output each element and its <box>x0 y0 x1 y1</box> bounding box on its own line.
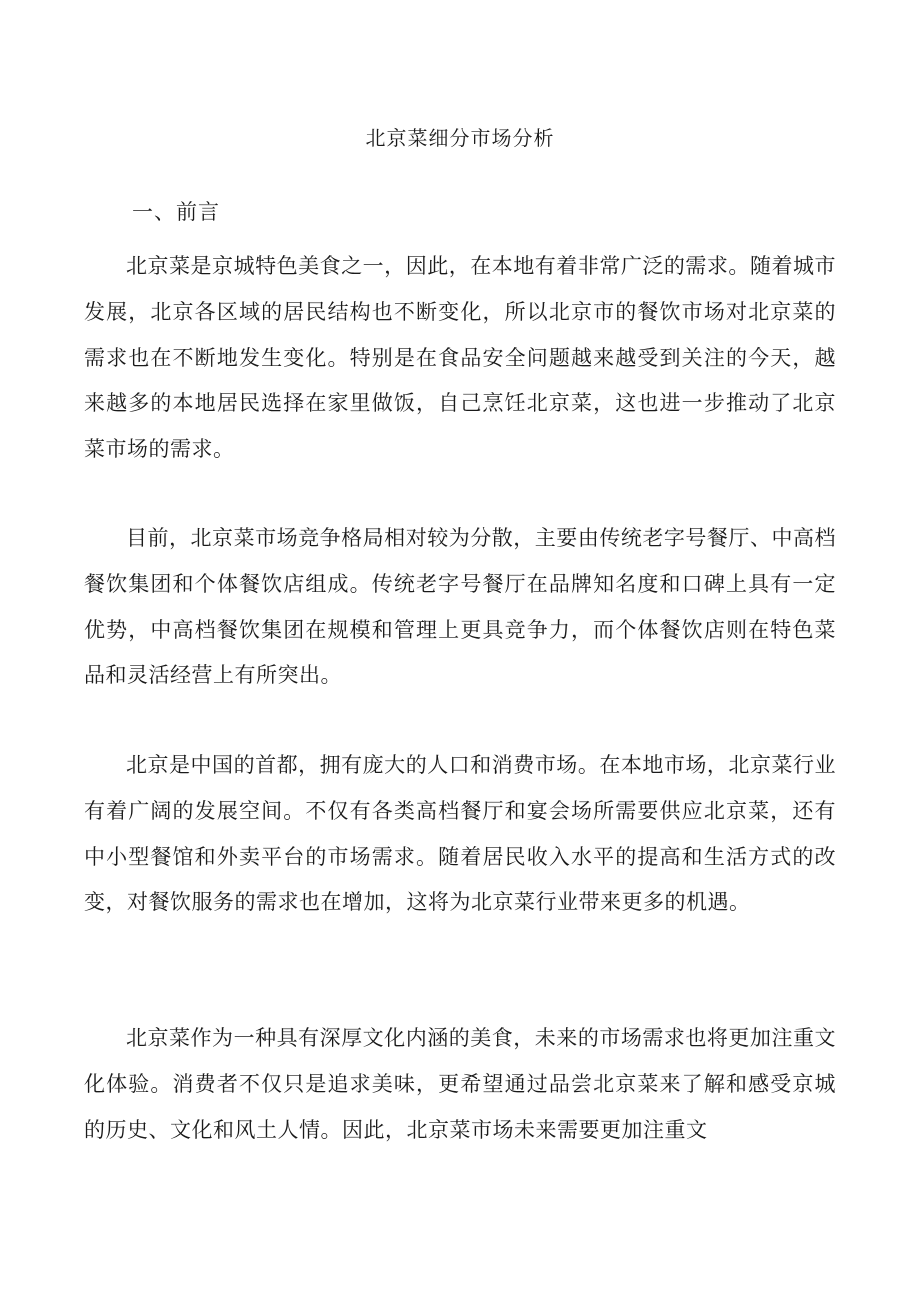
document-title: 北京菜细分市场分析 <box>365 126 555 150</box>
section-heading-preface: 一、前言 <box>132 200 220 224</box>
paragraph-market-opportunity: 北京是中国的首都，拥有庞大的人口和消费市场。在本地市场，北京菜行业有着广阔的发展空间。不仅有各类高档餐厅和宴会场所需要供应北京菜，还有中小型餐馆和外卖平台的市场需求。随着居民收入水平的提高和生活方式的改变，对餐饮服务的需求也在增加，这将为北京菜行业带来更多的机遇。 <box>84 753 836 915</box>
paragraph-demand-overview: 北京菜是京城特色美食之一，因此，在本地有着非常广泛的需求。随着城市发展，北京各区域的居民结构也不断变化，所以北京市的餐饮市场对北京菜的需求也在不断地发生变化。特别是在食品安全问题越来越受到关注的今天，越来越多的本地居民选择在家里做饭，自己烹饪北京菜，这也进一步推动了北京菜市场的需求。 <box>84 254 836 462</box>
paragraph-competition-landscape: 目前，北京菜市场竞争格局相对较为分散，主要由传统老字号餐厅、中高档餐饮集团和个体餐饮店组成。传统老字号餐厅在品牌知名度和口碑上具有一定优势，中高档餐饮集团在规模和管理上更具竞争力，而个体餐饮店则在特色菜品和灵活经营上有所突出。 <box>84 526 836 688</box>
paragraph-cultural-experience: 北京菜作为一种具有深厚文化内涵的美食，未来的市场需求也将更加注重文化体验。消费者不仅只是追求美味，更希望通过品尝北京菜来了解和感受京城的历史、文化和风土人情。因此，北京菜市场未来需要更加注重文 <box>84 1026 836 1142</box>
